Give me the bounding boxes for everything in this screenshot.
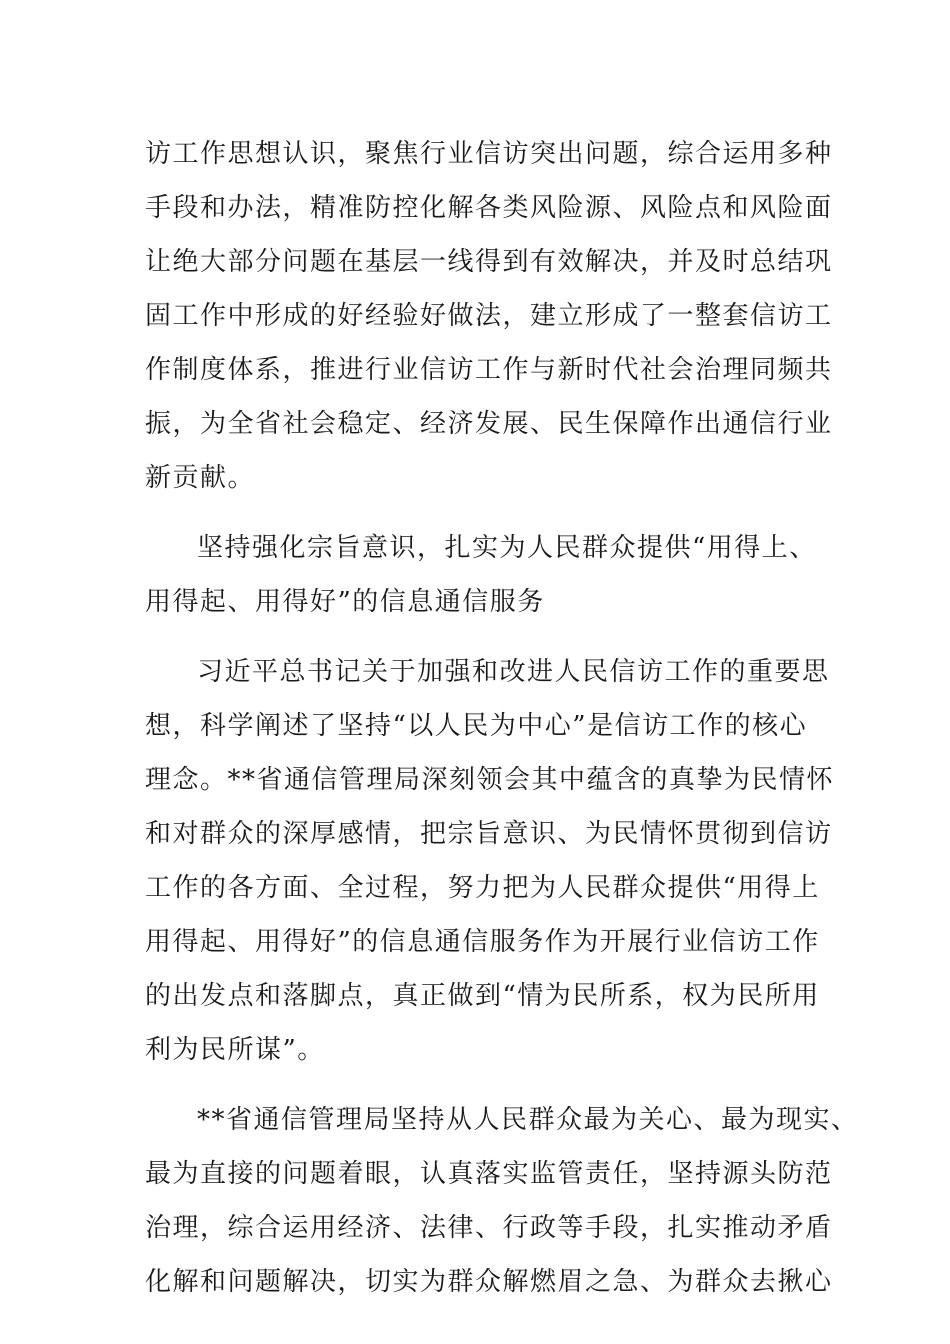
text-line: 作制度体系，推进行业信访工作与新时代社会治理同频共 — [145, 355, 833, 385]
text-line: 访工作思想认识，聚焦行业信访突出问题，综合运用多种 — [145, 139, 833, 169]
text-line: 用得起、用得好”的信息通信服务 — [145, 587, 545, 617]
text-line: 固工作中形成的好经验好做法，建立形成了一整套信访工 — [145, 301, 833, 331]
text-line: 理念。**省通信管理局深刻领会其中蕴含的真挚为民情怀 — [145, 765, 835, 795]
text-line: 手段和办法，精准防控化解各类风险源、风险点和风险面 — [145, 193, 833, 223]
text-line: 想，科学阐述了坚持“以人民为中心”是信访工作的核心 — [145, 711, 808, 741]
text-line: 最为直接的问题着眼，认真落实监管责任，坚持源头防范 — [145, 1159, 833, 1189]
paragraph-spacer — [145, 629, 825, 645]
paragraph-spacer — [145, 1077, 825, 1093]
text-line: 新贡献。 — [145, 463, 256, 493]
paragraph-spacer — [145, 505, 825, 521]
document-body — [145, 127, 859, 1309]
text-line: 利为民所谋”。 — [145, 1035, 325, 1065]
text-line: 用得起、用得好”的信息通信服务作为开展行业信访工作 — [145, 927, 820, 957]
text-line: 振，为全省社会稳定、经济发展、民生保障作出通信行业 — [145, 409, 833, 439]
paragraph — [145, 1093, 859, 1309]
text-line: 工作的各方面、全过程，努力把为人民群众提供“用得上 — [145, 873, 820, 903]
text-line: **省通信管理局坚持从人民群众最为关心、最为现实、 — [197, 1105, 859, 1135]
text-line: 坚持强化宗旨意识，扎实为人民群众提供“用得上、 — [197, 533, 817, 563]
section-heading-paragraph — [145, 521, 825, 629]
paragraph — [145, 645, 835, 1077]
text-line: 化解和问题解决，切实为群众解燃眉之急、为群众去揪心 — [145, 1267, 833, 1297]
text-line: 治理，综合运用经济、法律、行政等手段，扎实推动矛盾 — [145, 1213, 833, 1243]
text-line: 习近平总书记关于加强和改进人民信访工作的重要思 — [197, 657, 830, 687]
text-line: 的出发点和落脚点，真正做到“情为民所系，权为民所用 — [145, 981, 820, 1011]
text-line: 和对群众的深厚感情，把宗旨意识、为民情怀贯彻到信访 — [145, 819, 833, 849]
paragraph — [145, 127, 833, 505]
text-line: 让绝大部分问题在基层一线得到有效解决，并及时总结巩 — [145, 247, 833, 277]
